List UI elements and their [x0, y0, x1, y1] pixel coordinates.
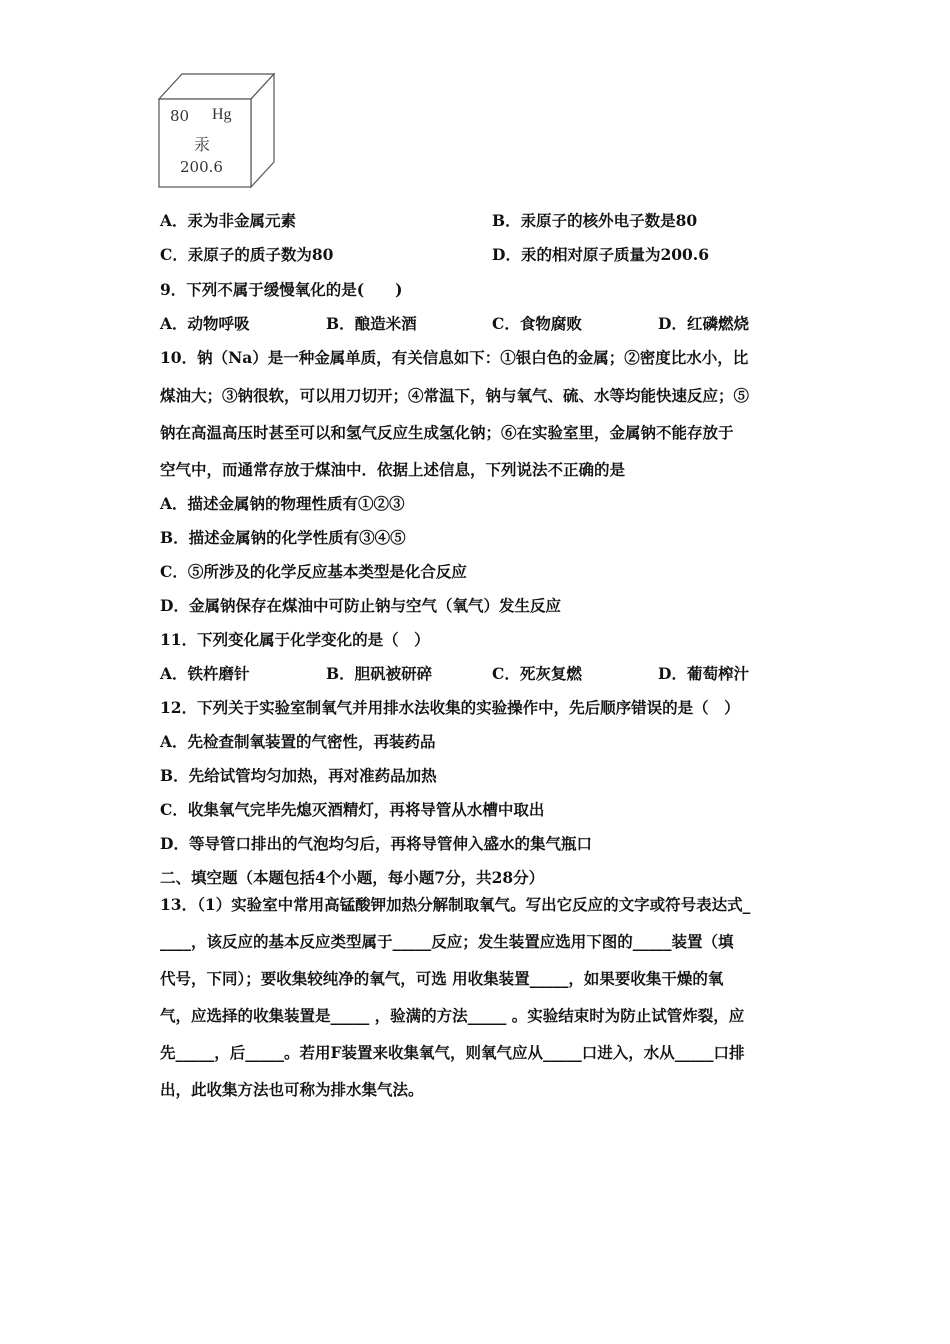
q10-stem-line-1: 10．钠（Na）是一种金属单质，有关信息如下：①银白色的金属；②密度比水小，比 — [160, 348, 749, 367]
q9-option-d: D．红磷燃烧 — [658, 314, 749, 333]
q11-option-a: A．铁杵磨针 — [160, 664, 250, 683]
q10-stem-line-4: 空气中，而通常存放于煤油中．依据上述信息，下列说法不正确的是 — [160, 460, 626, 479]
q10-option-c: C．⑤所涉及的化学反应基本类型是化合反应 — [160, 562, 467, 581]
q13-line-1: 13．（1）实验室中常用高锰酸钾加热分解制取氧气。写出它反应的文字或符号表达式_ — [160, 895, 751, 914]
q8-option-a: A．汞为非金属元素 — [160, 211, 297, 230]
q13-line-5: 先_____，后_____。若用F装置来收集氧气，则氧气应从_____口进入，水从_____口排 — [160, 1043, 745, 1062]
q10-option-a: A．描述金属钠的物理性质有①②③ — [160, 494, 405, 513]
q11-option-d: D．葡萄榨汁 — [658, 664, 749, 683]
q10-option-d: D．金属钠保存在煤油中可防止钠与空气（氧气）发生反应 — [160, 596, 561, 615]
q9-stem: 9．下列不属于缓慢氧化的是( ) — [160, 280, 403, 299]
element-name: 汞 — [194, 135, 211, 154]
q12-option-b: B．先给试管均匀加热，再对准药品加热 — [160, 766, 437, 785]
q8-option-b: B．汞原子的核外电子数是80 — [492, 211, 698, 230]
q13-line-4: 气，应选择的收集装置是_____ ，验满的方法_____ 。实验结束时为防止试管炸裂，应 — [160, 1006, 745, 1025]
element-symbol: Hg — [212, 106, 232, 123]
atomic-mass: 200.6 — [180, 158, 223, 176]
q8-option-d: D．汞的相对原子质量为200.6 — [492, 245, 709, 264]
q12-option-a: A．先检查制氧装置的气密性，再装药品 — [160, 732, 436, 751]
q13-line-3: 代号，下同）；要收集较纯净的氧气，可选 用收集装置_____，如果要收集干燥的氧 — [160, 969, 724, 988]
q13-line-6: 出，此收集方法也可称为排水集气法。 — [160, 1080, 424, 1099]
atomic-number: 80 — [170, 107, 190, 125]
q9-option-c: C．食物腐败 — [492, 314, 582, 333]
q11-option-c: C．死灰复燃 — [492, 664, 582, 683]
q10-stem-line-3: 钠在高温高压时甚至可以和氢气反应生成氢化钠；⑥在实验室里，金属钠不能存放于 — [160, 423, 734, 442]
q12-option-c: C．收集氧气完毕先熄灭酒精灯，再将导管从水槽中取出 — [160, 800, 545, 819]
q12-option-d: D．等导管口排出的气泡均匀后，再将导管伸入盛水的集气瓶口 — [160, 834, 592, 853]
q10-option-b: B．描述金属钠的化学性质有③④⑤ — [160, 528, 406, 547]
q9-option-b: B．酿造米酒 — [326, 314, 417, 333]
q11-stem: 11．下列变化属于化学变化的是（ ） — [160, 630, 430, 649]
element-card-figure — [158, 72, 276, 190]
q11-option-b: B．胆矾被研碎 — [326, 664, 433, 683]
section-heading: 二、填空题（本题包括4个小题，每小题7分，共28分） — [160, 868, 545, 887]
q12-stem: 12．下列关于实验室制氧气并用排水法收集的实验操作中，先后顺序错误的是（ ） — [160, 698, 740, 717]
q9-option-a: A．动物呼吸 — [160, 314, 250, 333]
q10-stem-line-2: 煤油大；③钠很软，可以用刀切开；④常温下，钠与氧气、硫、水等均能快速反应；⑤ — [160, 386, 750, 405]
q8-option-c: C．汞原子的质子数为80 — [160, 245, 334, 264]
q13-line-2: ____，该反应的基本反应类型属于_____反应；发生装置应选用下图的_____装置（填 — [160, 932, 734, 951]
